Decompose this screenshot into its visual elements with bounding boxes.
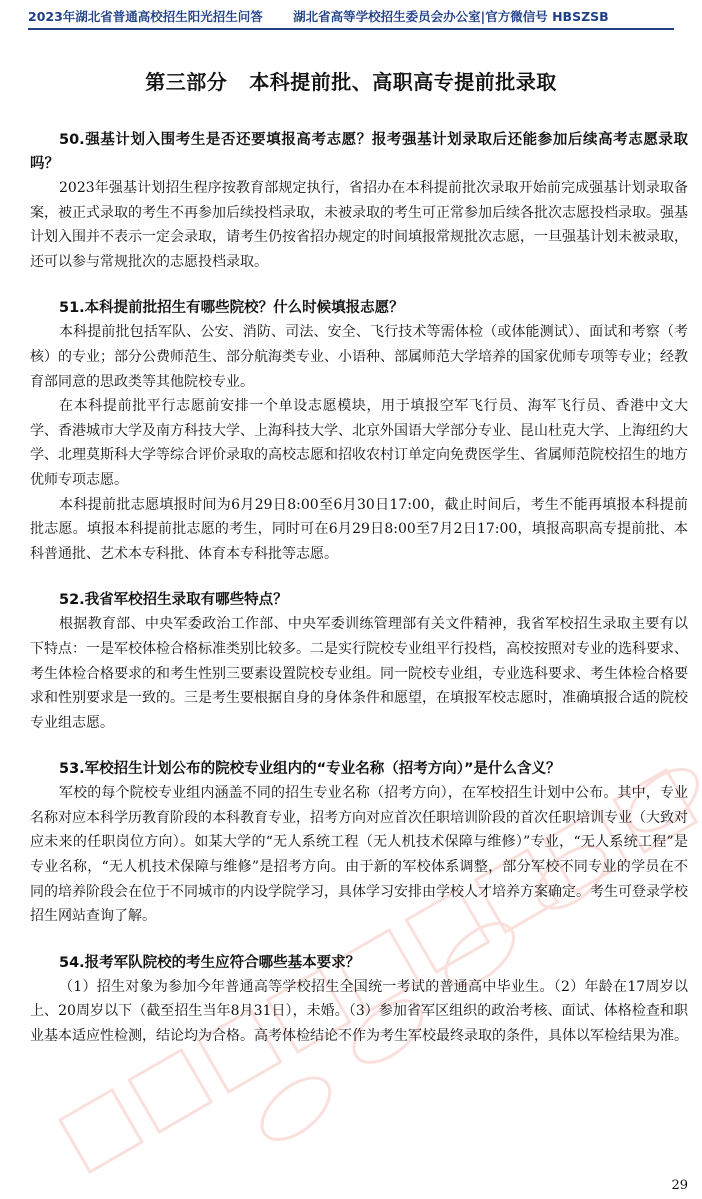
answer-paragraph: 军校的每个院校专业组内涵盖不同的招生专业名称（招考方向），在军校招生计划中公布。其中，专业名称对应本科学历教育阶段的本科教育专业，招考方向对应首次任职培训阶段的首次任职培训专业（大致对应未来的任职岗位方向）。如某大学的“无人系统工程（无人机技术保障与维修）”专业，“无人系统工程”是专业名称，“无人机技术保障与维修”是招考方向。由于新的军校体系调整，部分军校不同专业的学员在不同的培养阶段会在位于不同城市的内设学院学习，具体学习安排由学校人才培养方案确定。考生可登录学校招生网站查询了解。 <box>30 785 688 925</box>
answer-paragraph: （1）招生对象为参加今年普通高等学校招生全国统一考试的普通高中毕业生。（2）年龄在17周岁以上、20周岁以下（截至招生当年8月31日），未婚。（3）参加省军区组织的政治考核、面试、体格检查和职业基本适应性检测，结论均为合格。高考体检结论不作为考生军校最终录取的条件，具体以军检结果为准。 <box>30 978 688 1045</box>
question-heading: 54.报考军队院校的考生应符合哪些基本要求？ <box>59 954 361 971</box>
page-title <box>0 66 702 95</box>
question-heading: 50.强基计划入围考生是否还要填报高考志愿？报考强基计划录取后还能参加后续高考志愿录取吗？ <box>30 132 688 172</box>
header-right-text: 湖北省高等学校招生委员会办公室|官方微信号 HBSZSB <box>293 9 609 24</box>
question-heading: 53.军校招生计划公布的院校专业组内的“专业名称（招考方向）”是什么含义？ <box>59 761 561 778</box>
title-part: 第三部分 <box>145 70 228 94</box>
qa-section-51 <box>30 296 688 566</box>
qa-section-53 <box>30 757 688 929</box>
qa-section-52 <box>30 588 688 735</box>
answer-paragraph: 本科提前批志愿填报时间为6月29日8:00至6月30日17:00，截止时间后，考生不能再填报本科提前批志愿。填报本科提前批志愿的考生，同时可在6月29日8:00至7月2日17:00，填报高职高专提前批、本科普通批、艺术本专科批、体育本专科批等志愿。 <box>30 496 688 562</box>
answer-paragraph: 根据教育部、中央军委政治工作部、中央军委训练管理部有关文件精神，我省军校招生录取主要有以下特点：一是军校体检合格标准类别比较多。二是实行院校专业组平行投档，高校按照对专业的选科要求、考生体检合格要求的和考生性别三要素设置院校专业组。同一院校专业组，专业选科要求、考生体检合格要求和性别要求是一致的。三是考生要根据自身的身体条件和愿望，在填报军校志愿时，准确填报合适的院校专业组志愿。 <box>30 616 688 731</box>
page-number: 29 <box>671 1178 688 1193</box>
answer-paragraph: 在本科提前批平行志愿前安排一个单设志愿模块，用于填报空军飞行员、海军飞行员、香港中文大学、香港城市大学及南方科技大学、上海科技大学、北京外国语大学部分专业、昆山杜克大学、上海纽约大学、北理莫斯科大学等综合评价录取的高校志愿和招收农村订单定向免费医学生、省属师范院校招生的地方优师专项志愿。 <box>30 398 688 488</box>
question-heading: 52.我省军校招生录取有哪些特点？ <box>59 592 288 609</box>
qa-section-50 <box>30 128 688 274</box>
question-heading: 51.本科提前批招生有哪些院校？什么时候填报志愿？ <box>59 300 404 317</box>
answer-paragraph: 2023年强基计划招生程序按教育部规定执行，省招办在本科提前批次录取开始前完成强基计划录取备案，被正式录取的考生不再参加后续投档录取，未被录取的考生可正常参加后续各批次志愿投档录取。强基计划入围并不表示一定会录取，请考生仍按省招办规定的时间填报常规批次志愿，一旦强基计划未被录取，还可以参与常规批次的志愿投档录取。 <box>30 180 688 270</box>
title-name: 本科提前批、高职高专提前批录取 <box>249 70 557 94</box>
document-body <box>30 128 688 1071</box>
answer-paragraph: 本科提前批包括军队、公安、消防、司法、安全、飞行技术等需体检（或体能测试）、面试和考察（考核）的专业；部分公费师范生、部分航海类专业、小语种、部属师范大学培养的国家优师专项等专业；经教育部同意的思政类等其他院校专业。 <box>30 324 688 390</box>
page-header <box>28 8 674 30</box>
header-left-text: 2023年湖北省普通高校招生阳光招生问答 <box>28 9 263 24</box>
qa-section-54 <box>30 951 688 1049</box>
